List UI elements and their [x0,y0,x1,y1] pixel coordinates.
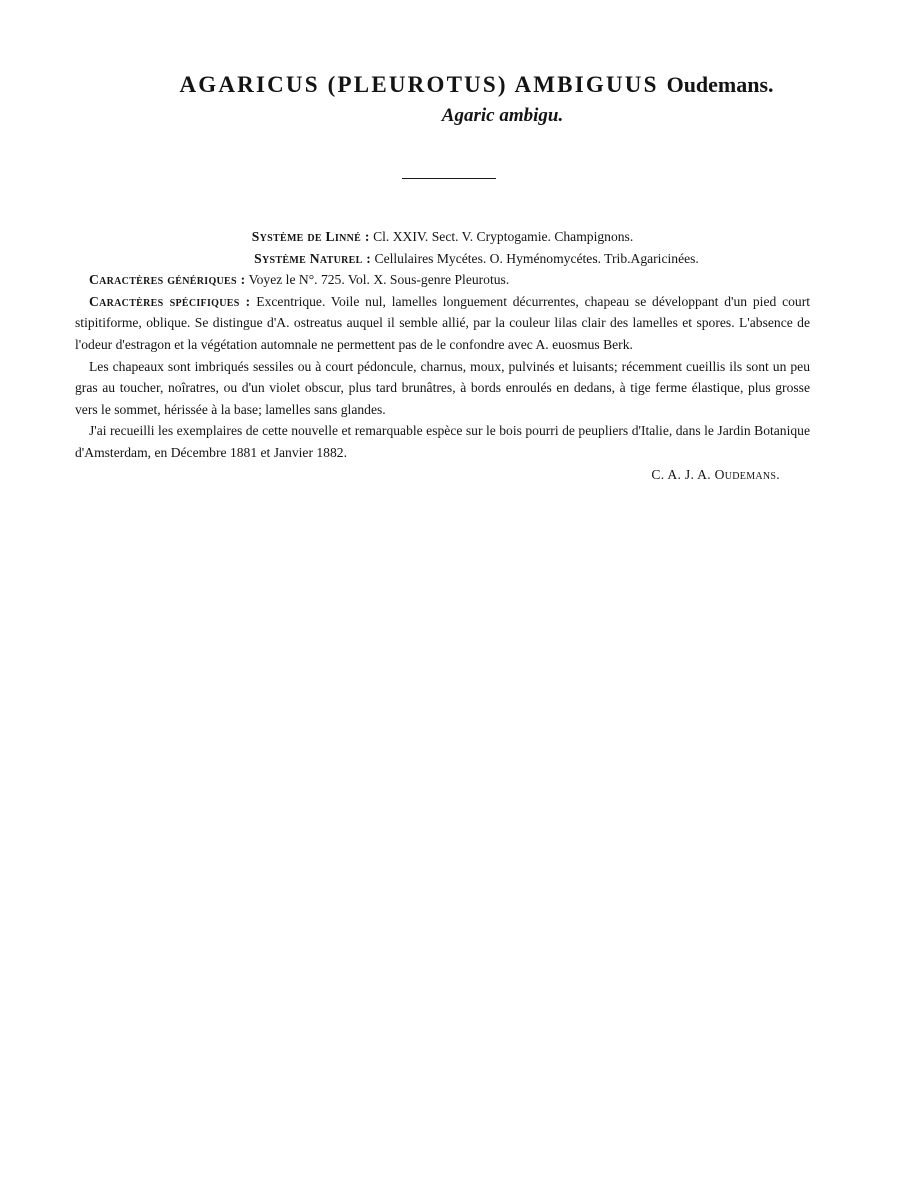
description-paragraph: Les chapeaux sont imbriqués sessiles ou à court pédoncule, charnus, moux, pulvinés et luisants; récemment cueillis ils sont un peu gras au toucher, noîratres, ou d'un violet obscur, plus tard brunâtres, à bords enroulés en dedans, à tige ferme élastique, plus grosse vers le sommet, hérissée à la base; lamelles sans glandes. [75,358,810,417]
title-divider [402,178,496,179]
species-title [0,70,909,100]
naturel-label: Système Naturel : [254,250,372,266]
collection-paragraph: J'ai recueilli les exemplaires de cette nouvelle et remarquable espèce sur le bois pourri de peupliers d'Italie, dans le Jardin Botanique d'Amsterdam, en Décembre 1881 et Janvier 1882. [75,423,810,460]
linne-line [75,226,810,248]
species-name: AGARICUS (PLEUROTUS) AMBIGUUS [179,72,659,97]
naturel-line [75,248,810,270]
linne-text: Cl. XXIV. Sect. V. Cryptogamie. Champignons. [373,229,634,244]
generiques-label: Caractères génériques : [89,272,246,288]
specifiques-label: Caractères spécifiques : [89,293,251,309]
generiques-text: Voyez le N°. 725. Vol. X. Sous-genre Pleurotus. [248,272,510,288]
title-block [0,70,909,129]
linne-label: Système de Linné : [251,229,370,244]
french-common-name: Agaric ambigu. [441,105,564,126]
document-body [75,226,810,485]
naturel-text: Cellulaires Mycétes. O. Hyménomycétes. Trib.Agaricinées. [374,250,699,266]
specifiques-text: Excentrique. Voile nul, lamelles longuement décurrentes, chapeau se développant d'un pied court stipitiforme, oblique. Se distingue d'A. ostreatus auquel il semble allié, par la couleur lilas clair des lamelles et spores. L'absence de l'odeur d'estragon et la végétation automnale ne permettent pas de le confondre avec A. euosmus Berk. [75,293,810,352]
signature-text: C. A. J. A. Oudemans. [651,466,780,482]
generiques-line [75,269,810,291]
species-author: Oudemans. [666,72,774,97]
specifiques-paragraph [75,291,810,356]
signature [75,464,810,486]
